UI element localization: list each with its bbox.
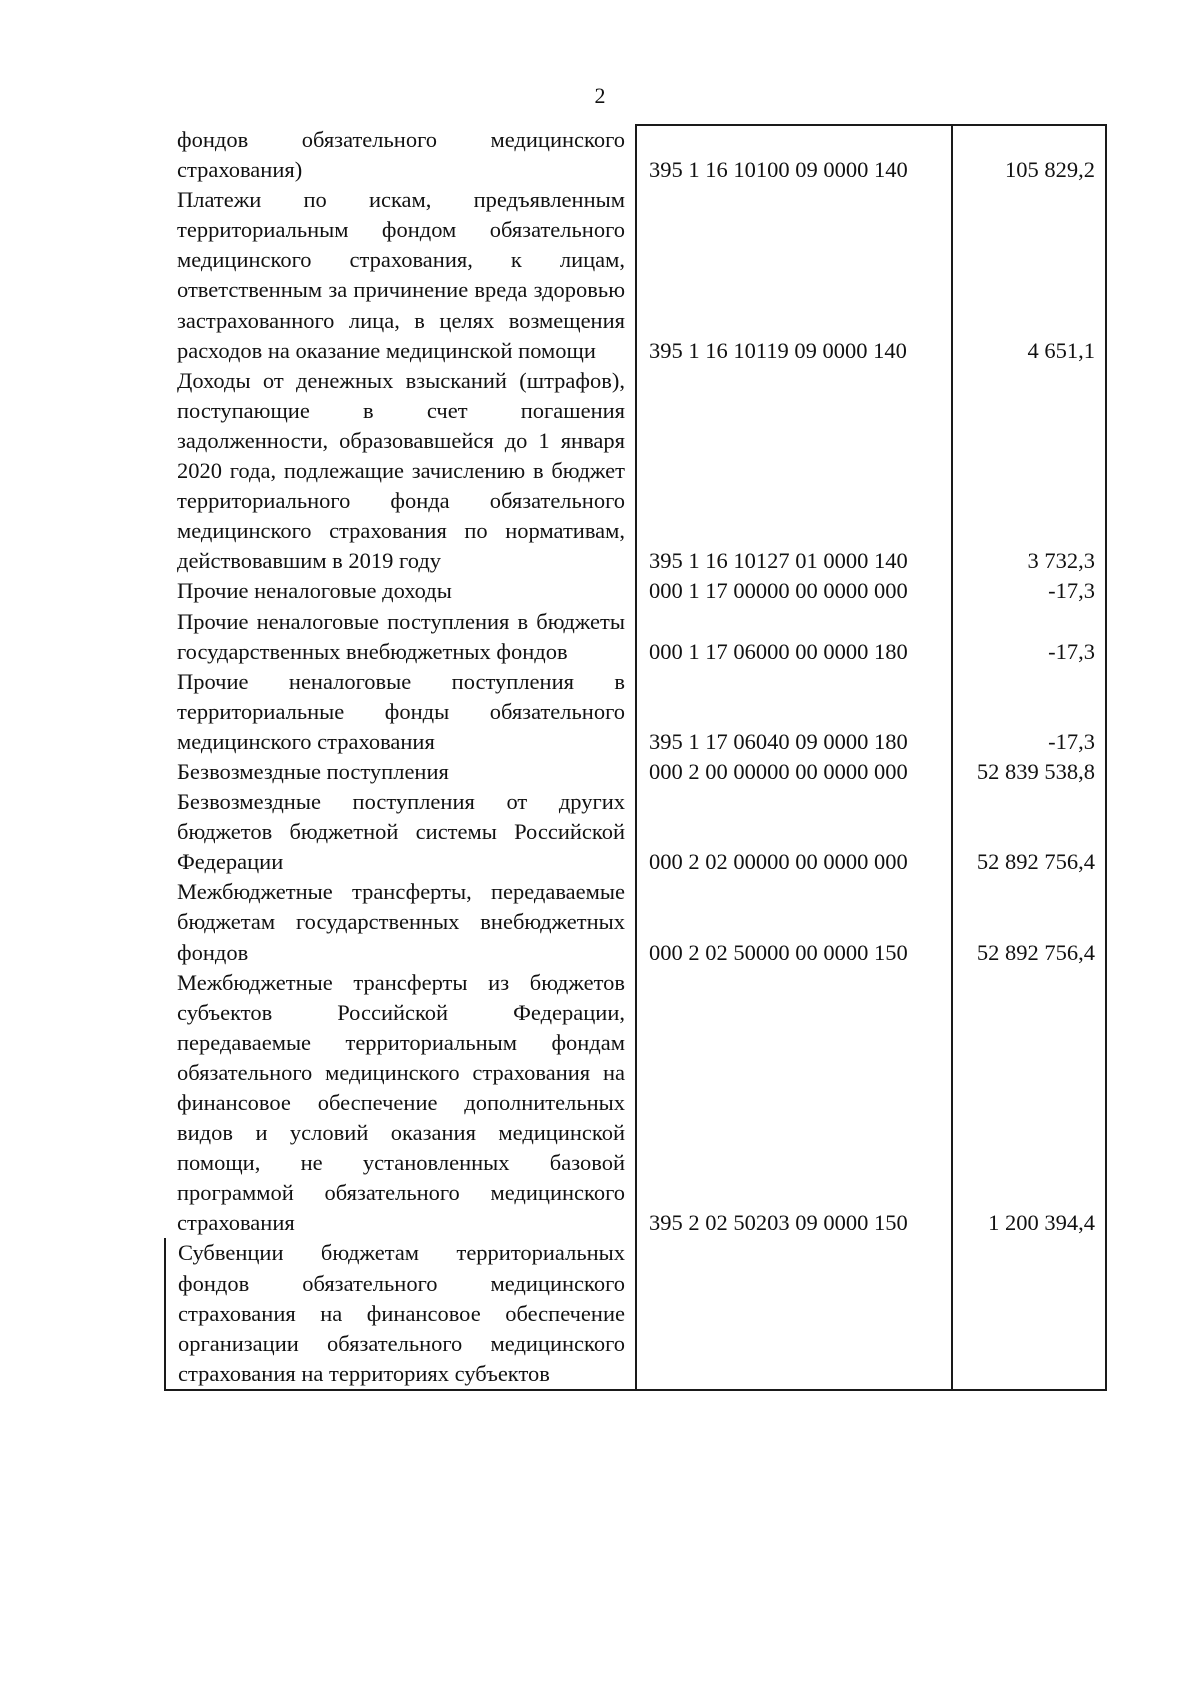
table-row	[165, 1238, 1106, 1389]
table-row	[165, 125, 1106, 185]
table-row	[165, 877, 1106, 967]
row-name: Прочие неналоговые доходы	[165, 576, 636, 606]
row-code: 000 2 00 00000 00 0000 000	[636, 757, 952, 787]
revenue-table	[164, 124, 1107, 1391]
row-value: 105 829,2	[952, 125, 1106, 185]
row-value	[952, 1238, 1106, 1389]
row-name: Межбюджетные трансферты, передаваемые бюджетам государственных внебюджетных фондов	[165, 877, 636, 967]
row-name: Прочие неналоговые поступления в территориальные фонды обязательного медицинского страхования	[165, 667, 636, 757]
table-row	[165, 667, 1106, 757]
row-value: 4 651,1	[952, 185, 1106, 366]
row-value: 52 892 756,4	[952, 787, 1106, 877]
page-number: 2	[594, 83, 606, 108]
row-name: Межбюджетные трансферты из бюджетов субъектов Российской Федерации, передаваемые территориальным фондам обязательного медицинского страхования на финансовое обеспечение дополнительных видов и условий оказания медицинской помощи, не установленных базовой программой обязательного медицинского страхования	[165, 968, 636, 1239]
row-name: Безвозмездные поступления от других бюджетов бюджетной системы Российской Федерации	[165, 787, 636, 877]
table-row	[165, 757, 1106, 787]
row-code: 395 1 17 06040 09 0000 180	[636, 667, 952, 757]
row-code: 395 2 02 50203 09 0000 150	[636, 968, 952, 1239]
row-code: 000 1 17 00000 00 0000 000	[636, 576, 952, 606]
row-code: 395 1 16 10119 09 0000 140	[636, 185, 952, 366]
row-code: 395 1 16 10127 01 0000 140	[636, 366, 952, 577]
table-row	[165, 185, 1106, 366]
row-value: 3 732,3	[952, 366, 1106, 577]
row-value: -17,3	[952, 576, 1106, 606]
row-value: 1 200 394,4	[952, 968, 1106, 1239]
table-row	[165, 366, 1106, 577]
row-name: Безвозмездные поступления	[165, 757, 636, 787]
table-row	[165, 576, 1106, 606]
row-code: 000 2 02 50000 00 0000 150	[636, 877, 952, 967]
row-name: Прочие неналоговые поступления в бюджеты государственных внебюджетных фондов	[165, 607, 636, 667]
row-code: 395 1 16 10100 09 0000 140	[636, 125, 952, 185]
row-name: Платежи по искам, предъявленным территориальным фондом обязательного медицинского страхования, к лицам, ответственным за причинение вреда здоровью застрахованного лица, в целях возмещения расходов на оказание медицинской помощи	[165, 185, 636, 366]
table-row	[165, 607, 1106, 667]
row-value: 52 892 756,4	[952, 877, 1106, 967]
row-name: Доходы от денежных взысканий (штрафов), поступающие в счет погашения задолженности, образовавшейся до 1 января 2020 года, подлежащие зачислению в бюджет территориального фонда обязательного медицинского страхования по нормативам, действовавшим в 2019 году	[165, 366, 636, 577]
table-row	[165, 968, 1106, 1239]
row-value: -17,3	[952, 607, 1106, 667]
row-value: 52 839 538,8	[952, 757, 1106, 787]
table-row	[165, 787, 1106, 877]
row-code	[636, 1238, 952, 1389]
row-name: фондов обязательного медицинского страхования)	[165, 125, 636, 185]
row-name: Субвенции бюджетам территориальных фондов обязательного медицинского страхования на финансовое обеспечение организации обязательного медицинского страхования на территориях субъектов	[165, 1238, 636, 1389]
row-value: -17,3	[952, 667, 1106, 757]
row-code: 000 2 02 00000 00 0000 000	[636, 787, 952, 877]
row-code: 000 1 17 06000 00 0000 180	[636, 607, 952, 667]
